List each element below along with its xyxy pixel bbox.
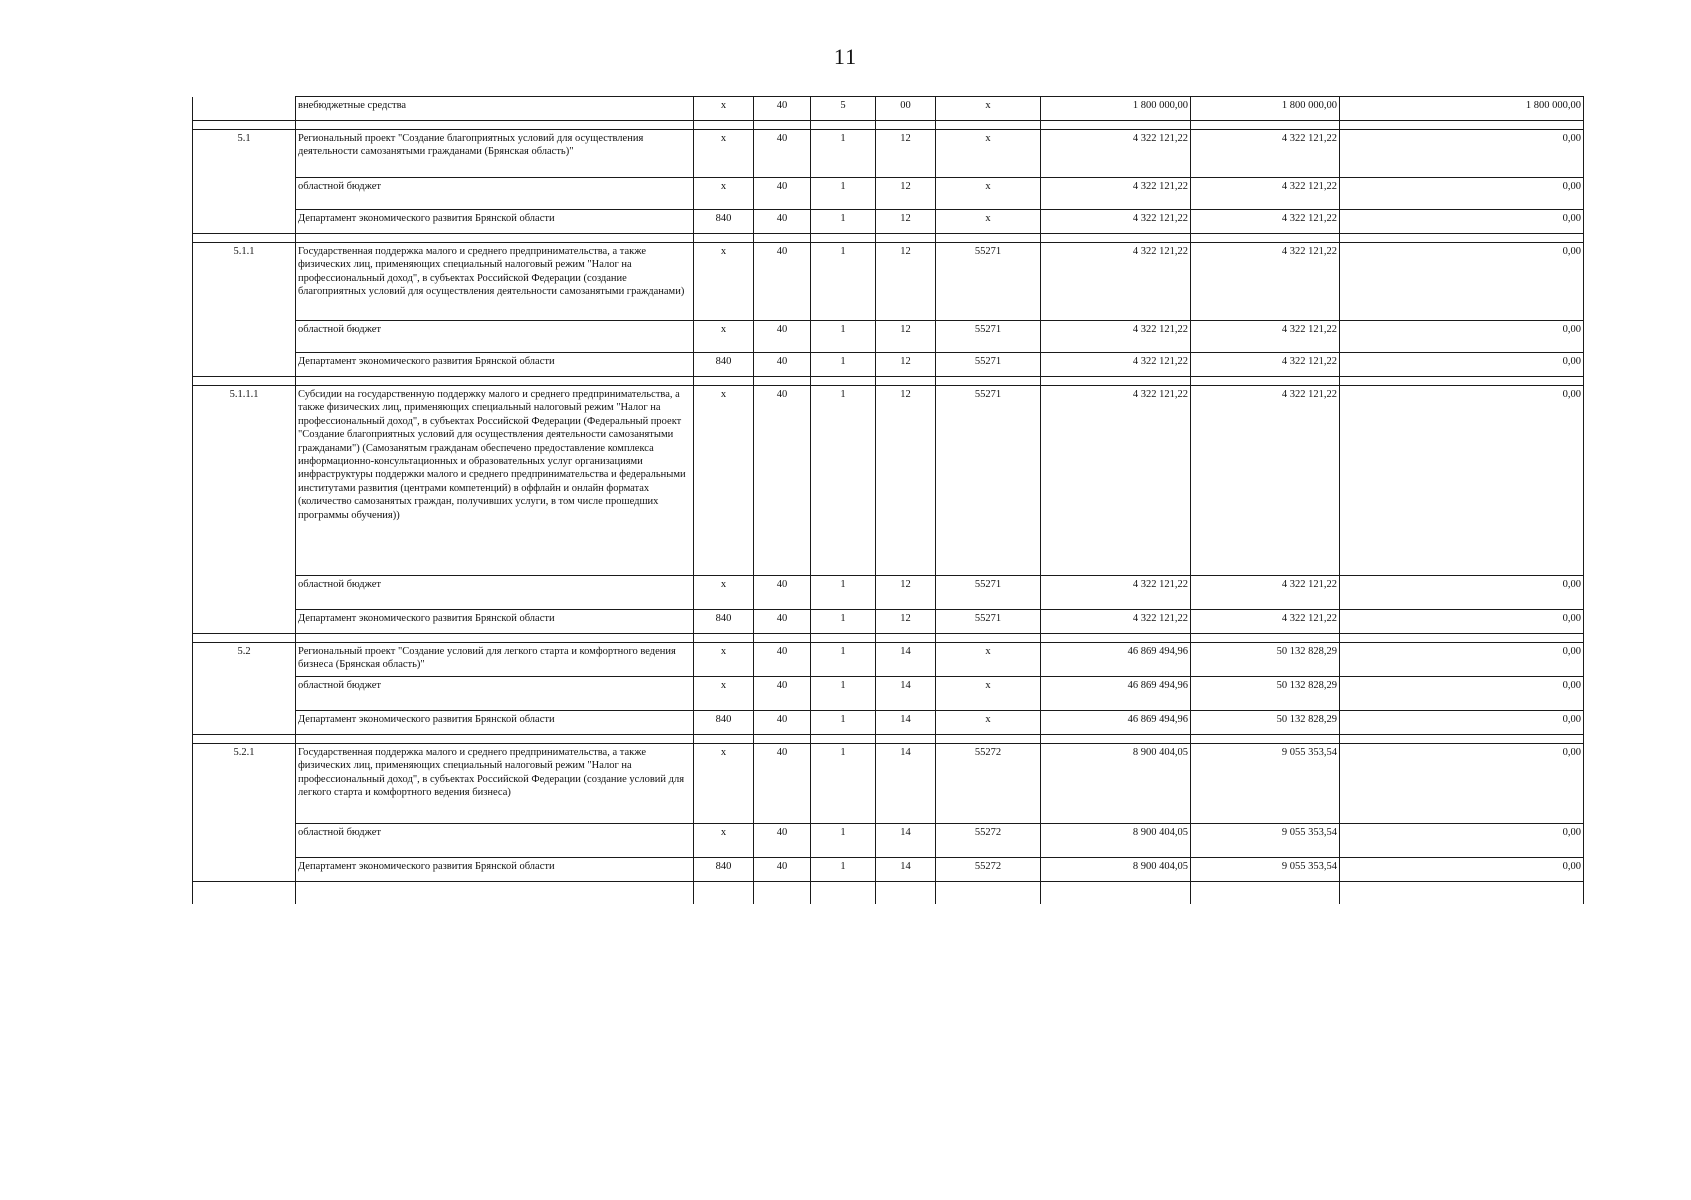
subprogram-code-cell: 1 bbox=[811, 858, 876, 882]
row-number-cell bbox=[193, 711, 296, 735]
direction-code-cell: 55271 bbox=[936, 321, 1041, 353]
amount-year-3-cell: 0,00 bbox=[1340, 243, 1584, 321]
admin-code-cell: x bbox=[694, 744, 754, 824]
row-name-cell: Государственная поддержка малого и среднего предпринимательства, а также физических лиц, применяющих специальный налоговый режим "Налог на профессиональный доход", в субъектах Российской Федерации (создание благоприятных условий для осуществления деятельности самозанятыми гражданами) bbox=[296, 243, 694, 321]
project-code-cell: 14 bbox=[876, 677, 936, 711]
row-number-cell bbox=[193, 610, 296, 634]
subprogram-code-cell: 1 bbox=[811, 210, 876, 234]
amount-year-1-cell: 46 869 494,96 bbox=[1041, 711, 1191, 735]
amount-year-1-cell: 4 322 121,22 bbox=[1041, 178, 1191, 210]
subprogram-code-cell: 1 bbox=[811, 321, 876, 353]
program-code-cell: 40 bbox=[754, 386, 811, 576]
project-code-cell: 12 bbox=[876, 210, 936, 234]
amount-year-1-cell: 4 322 121,22 bbox=[1041, 321, 1191, 353]
row-number-cell bbox=[193, 97, 296, 121]
amount-year-2-cell: 4 322 121,22 bbox=[1191, 210, 1340, 234]
amount-year-1-cell: 4 322 121,22 bbox=[1041, 210, 1191, 234]
row-number-cell: 5.2.1 bbox=[193, 744, 296, 824]
row-gap bbox=[193, 234, 1584, 243]
admin-code-cell: x bbox=[694, 321, 754, 353]
amount-year-2-cell: 4 322 121,22 bbox=[1191, 243, 1340, 321]
direction-code-cell: 55272 bbox=[936, 858, 1041, 882]
admin-code-cell: 840 bbox=[694, 858, 754, 882]
row-name-cell: внебюджетные средства bbox=[296, 97, 694, 121]
direction-code-cell: 55272 bbox=[936, 744, 1041, 824]
admin-code-cell: 840 bbox=[694, 711, 754, 735]
amount-year-1-cell: 4 322 121,22 bbox=[1041, 130, 1191, 178]
direction-code-cell: 55272 bbox=[936, 824, 1041, 858]
direction-code-cell: x bbox=[936, 97, 1041, 121]
amount-year-3-cell: 1 800 000,00 bbox=[1340, 97, 1584, 121]
row-number-cell bbox=[193, 178, 296, 210]
table-body bbox=[193, 97, 1584, 905]
row-name-cell: Департамент экономического развития Брянской области bbox=[296, 210, 694, 234]
project-code-cell: 14 bbox=[876, 711, 936, 735]
program-code-cell: 40 bbox=[754, 178, 811, 210]
direction-code-cell: x bbox=[936, 677, 1041, 711]
table-row bbox=[193, 210, 1584, 234]
amount-year-3-cell: 0,00 bbox=[1340, 711, 1584, 735]
amount-year-1-cell: 4 322 121,22 bbox=[1041, 353, 1191, 377]
row-name-cell: областной бюджет bbox=[296, 824, 694, 858]
table-row bbox=[193, 610, 1584, 634]
project-code-cell: 12 bbox=[876, 243, 936, 321]
amount-year-1-cell: 1 800 000,00 bbox=[1041, 97, 1191, 121]
project-code-cell: 12 bbox=[876, 353, 936, 377]
admin-code-cell: x bbox=[694, 97, 754, 121]
table-row bbox=[193, 178, 1584, 210]
subprogram-code-cell: 1 bbox=[811, 744, 876, 824]
amount-year-1-cell: 8 900 404,05 bbox=[1041, 858, 1191, 882]
amount-year-3-cell: 0,00 bbox=[1340, 576, 1584, 610]
amount-year-2-cell: 9 055 353,54 bbox=[1191, 824, 1340, 858]
direction-code-cell: x bbox=[936, 643, 1041, 677]
amount-year-2-cell: 4 322 121,22 bbox=[1191, 610, 1340, 634]
amount-year-2-cell: 50 132 828,29 bbox=[1191, 643, 1340, 677]
row-number-cell bbox=[193, 353, 296, 377]
row-name-cell: Субсидии на государственную поддержку малого и среднего предпринимательства, а также физических лиц, применяющих специальный налоговый режим "Налог на профессиональный доход", в субъектах Российской Федерации (Федеральный проект "Создание благоприятных условий для осуществления деятельности самозанятыми гражданами") (Самозанятым гражданам обеспечено предоставление комплекса информационно-консультационных и образовательных услуг организациями инфраструктуры поддержки малого и среднего предпринимательства и федеральными институтами развития (центрами компетенций) в оффлайн и онлайн форматах (количество самозанятых граждан, получивших услуги, в том числе прошедших программы обучения)) bbox=[296, 386, 694, 576]
row-gap bbox=[193, 735, 1584, 744]
admin-code-cell: x bbox=[694, 824, 754, 858]
project-code-cell: 14 bbox=[876, 824, 936, 858]
project-code-cell: 12 bbox=[876, 321, 936, 353]
project-code-cell: 00 bbox=[876, 97, 936, 121]
row-name-cell: областной бюджет bbox=[296, 178, 694, 210]
row-number-cell: 5.1.1 bbox=[193, 243, 296, 321]
project-code-cell: 14 bbox=[876, 643, 936, 677]
budget-table bbox=[192, 96, 1584, 904]
project-code-cell: 12 bbox=[876, 386, 936, 576]
amount-year-3-cell: 0,00 bbox=[1340, 643, 1584, 677]
admin-code-cell: x bbox=[694, 643, 754, 677]
project-code-cell: 12 bbox=[876, 178, 936, 210]
direction-code-cell: x bbox=[936, 711, 1041, 735]
subprogram-code-cell: 1 bbox=[811, 643, 876, 677]
direction-code-cell: x bbox=[936, 210, 1041, 234]
table-row bbox=[193, 130, 1584, 178]
direction-code-cell: x bbox=[936, 178, 1041, 210]
row-name-cell: областной бюджет bbox=[296, 576, 694, 610]
amount-year-3-cell: 0,00 bbox=[1340, 858, 1584, 882]
amount-year-2-cell: 50 132 828,29 bbox=[1191, 711, 1340, 735]
table-row bbox=[193, 677, 1584, 711]
amount-year-3-cell: 0,00 bbox=[1340, 824, 1584, 858]
project-code-cell: 12 bbox=[876, 576, 936, 610]
row-name-cell: областной бюджет bbox=[296, 321, 694, 353]
amount-year-1-cell: 8 900 404,05 bbox=[1041, 824, 1191, 858]
program-code-cell: 40 bbox=[754, 130, 811, 178]
row-name-cell: Департамент экономического развития Брянской области bbox=[296, 610, 694, 634]
row-number-cell bbox=[193, 858, 296, 882]
admin-code-cell: x bbox=[694, 386, 754, 576]
table-row bbox=[193, 858, 1584, 882]
program-code-cell: 40 bbox=[754, 610, 811, 634]
row-number-cell: 5.1.1.1 bbox=[193, 386, 296, 576]
amount-year-2-cell: 50 132 828,29 bbox=[1191, 677, 1340, 711]
row-name-cell: областной бюджет bbox=[296, 677, 694, 711]
row-gap bbox=[193, 634, 1584, 643]
row-name-cell: Региональный проект "Создание благоприятных условий для осуществления деятельности самозанятыми гражданами (Брянская область)" bbox=[296, 130, 694, 178]
subprogram-code-cell: 1 bbox=[811, 711, 876, 735]
row-number-cell bbox=[193, 576, 296, 610]
amount-year-1-cell: 46 869 494,96 bbox=[1041, 677, 1191, 711]
subprogram-code-cell: 5 bbox=[811, 97, 876, 121]
amount-year-2-cell: 4 322 121,22 bbox=[1191, 576, 1340, 610]
amount-year-2-cell: 4 322 121,22 bbox=[1191, 386, 1340, 576]
table-row bbox=[193, 386, 1584, 576]
row-number-cell bbox=[193, 210, 296, 234]
row-number-cell bbox=[193, 677, 296, 711]
row-gap bbox=[193, 121, 1584, 130]
subprogram-code-cell: 1 bbox=[811, 353, 876, 377]
program-code-cell: 40 bbox=[754, 321, 811, 353]
amount-year-2-cell: 4 322 121,22 bbox=[1191, 353, 1340, 377]
row-number-cell bbox=[193, 321, 296, 353]
admin-code-cell: x bbox=[694, 130, 754, 178]
admin-code-cell: x bbox=[694, 677, 754, 711]
subprogram-code-cell: 1 bbox=[811, 610, 876, 634]
amount-year-2-cell: 4 322 121,22 bbox=[1191, 321, 1340, 353]
table-row bbox=[193, 643, 1584, 677]
subprogram-code-cell: 1 bbox=[811, 824, 876, 858]
table-row bbox=[193, 711, 1584, 735]
row-name-cell: Департамент экономического развития Брянской области bbox=[296, 711, 694, 735]
admin-code-cell: 840 bbox=[694, 210, 754, 234]
admin-code-cell: x bbox=[694, 576, 754, 610]
subprogram-code-cell: 1 bbox=[811, 178, 876, 210]
row-number-cell: 5.2 bbox=[193, 643, 296, 677]
program-code-cell: 40 bbox=[754, 711, 811, 735]
table-continuation bbox=[193, 882, 1584, 905]
direction-code-cell: x bbox=[936, 130, 1041, 178]
amount-year-2-cell: 4 322 121,22 bbox=[1191, 178, 1340, 210]
direction-code-cell: 55271 bbox=[936, 576, 1041, 610]
amount-year-1-cell: 8 900 404,05 bbox=[1041, 744, 1191, 824]
page-number: 11 bbox=[833, 44, 858, 69]
subprogram-code-cell: 1 bbox=[811, 386, 876, 576]
amount-year-3-cell: 0,00 bbox=[1340, 386, 1584, 576]
subprogram-code-cell: 1 bbox=[811, 677, 876, 711]
row-gap bbox=[193, 377, 1584, 386]
direction-code-cell: 55271 bbox=[936, 353, 1041, 377]
amount-year-2-cell: 9 055 353,54 bbox=[1191, 858, 1340, 882]
direction-code-cell: 55271 bbox=[936, 610, 1041, 634]
row-name-cell: Государственная поддержка малого и среднего предпринимательства, а также физических лиц, применяющих специальный налоговый режим "Налог на профессиональный доход", в субъектах Российской Федерации (создание условий для легкого старта и комфортного ведения бизнеса) bbox=[296, 744, 694, 824]
project-code-cell: 12 bbox=[876, 610, 936, 634]
project-code-cell: 12 bbox=[876, 130, 936, 178]
amount-year-1-cell: 46 869 494,96 bbox=[1041, 643, 1191, 677]
program-code-cell: 40 bbox=[754, 824, 811, 858]
amount-year-3-cell: 0,00 bbox=[1340, 321, 1584, 353]
amount-year-1-cell: 4 322 121,22 bbox=[1041, 610, 1191, 634]
row-number-cell bbox=[193, 824, 296, 858]
amount-year-2-cell: 9 055 353,54 bbox=[1191, 744, 1340, 824]
subprogram-code-cell: 1 bbox=[811, 576, 876, 610]
direction-code-cell: 55271 bbox=[936, 386, 1041, 576]
row-number-cell: 5.1 bbox=[193, 130, 296, 178]
amount-year-2-cell: 4 322 121,22 bbox=[1191, 130, 1340, 178]
admin-code-cell: x bbox=[694, 243, 754, 321]
program-code-cell: 40 bbox=[754, 576, 811, 610]
amount-year-1-cell: 4 322 121,22 bbox=[1041, 386, 1191, 576]
program-code-cell: 40 bbox=[754, 677, 811, 711]
table-row bbox=[193, 321, 1584, 353]
amount-year-3-cell: 0,00 bbox=[1340, 610, 1584, 634]
project-code-cell: 14 bbox=[876, 858, 936, 882]
direction-code-cell: 55271 bbox=[936, 243, 1041, 321]
subprogram-code-cell: 1 bbox=[811, 243, 876, 321]
subprogram-code-cell: 1 bbox=[811, 130, 876, 178]
amount-year-3-cell: 0,00 bbox=[1340, 677, 1584, 711]
amount-year-1-cell: 4 322 121,22 bbox=[1041, 243, 1191, 321]
row-name-cell: Департамент экономического развития Брянской области bbox=[296, 353, 694, 377]
amount-year-3-cell: 0,00 bbox=[1340, 210, 1584, 234]
table-row bbox=[193, 744, 1584, 824]
program-code-cell: 40 bbox=[754, 210, 811, 234]
program-code-cell: 40 bbox=[754, 353, 811, 377]
table-row bbox=[193, 97, 1584, 121]
amount-year-2-cell: 1 800 000,00 bbox=[1191, 97, 1340, 121]
amount-year-3-cell: 0,00 bbox=[1340, 744, 1584, 824]
table-row bbox=[193, 576, 1584, 610]
amount-year-3-cell: 0,00 bbox=[1340, 178, 1584, 210]
admin-code-cell: 840 bbox=[694, 610, 754, 634]
admin-code-cell: 840 bbox=[694, 353, 754, 377]
table-row bbox=[193, 243, 1584, 321]
amount-year-3-cell: 0,00 bbox=[1340, 353, 1584, 377]
table-row bbox=[193, 353, 1584, 377]
table-row bbox=[193, 824, 1584, 858]
row-name-cell: Департамент экономического развития Брянской области bbox=[296, 858, 694, 882]
program-code-cell: 40 bbox=[754, 243, 811, 321]
amount-year-3-cell: 0,00 bbox=[1340, 130, 1584, 178]
program-code-cell: 40 bbox=[754, 643, 811, 677]
admin-code-cell: x bbox=[694, 178, 754, 210]
project-code-cell: 14 bbox=[876, 744, 936, 824]
amount-year-1-cell: 4 322 121,22 bbox=[1041, 576, 1191, 610]
program-code-cell: 40 bbox=[754, 97, 811, 121]
program-code-cell: 40 bbox=[754, 744, 811, 824]
program-code-cell: 40 bbox=[754, 858, 811, 882]
row-name-cell: Региональный проект "Создание условий для легкого старта и комфортного ведения бизнеса (Брянская область)" bbox=[296, 643, 694, 677]
